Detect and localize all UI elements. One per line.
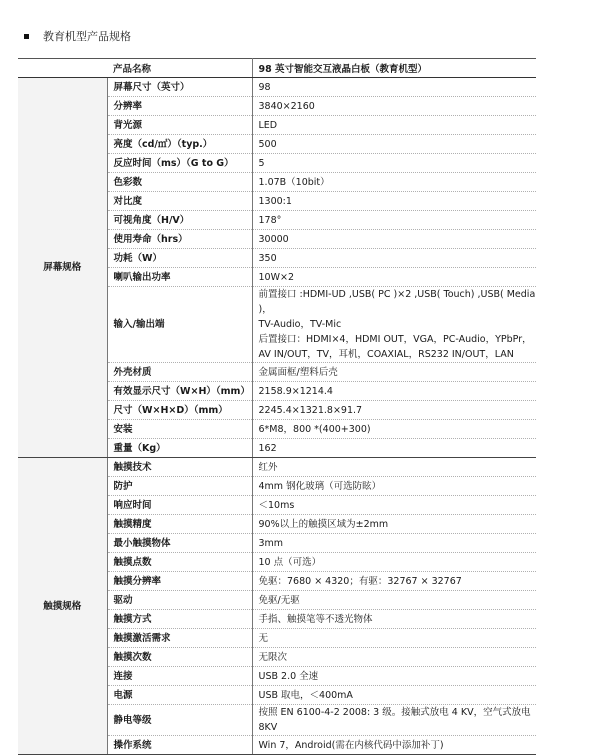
spec-name: 喇叭输出功率: [107, 268, 252, 287]
spec-name: 触摸分辨率: [107, 572, 252, 591]
spec-value: LED: [252, 116, 536, 135]
spec-name: 电源: [107, 686, 252, 705]
table-row: [18, 458, 536, 477]
spec-value: 162: [252, 439, 536, 458]
spec-value-line: 后置接口：HDMI×4，HDMI OUT，VGA，PC-Audio，YPbPr，: [258, 334, 532, 345]
section-heading: [24, 28, 131, 44]
spec-name: 屏幕尺寸（英寸）: [107, 78, 252, 97]
spec-name: 连接: [107, 667, 252, 686]
spec-value-line: 前置接口 :HDMI-UD ,USB( PC )×2 ,USB( Touch) ,USB( Media )，: [258, 289, 536, 315]
spec-name: 最小触摸物体: [107, 534, 252, 553]
spec-value: 无: [252, 629, 536, 648]
spec-value: 10 点（可选）: [252, 553, 536, 572]
spec-value: 免驱：7680 × 4320；有驱：32767 × 32767: [252, 572, 536, 591]
spec-value: USB 取电，＜400mA: [252, 686, 536, 705]
spec-value: 3mm: [252, 534, 536, 553]
spec-value: 红外: [252, 458, 536, 477]
spec-name: 使用寿命（hrs）: [107, 230, 252, 249]
spec-name: 功耗（W）: [107, 249, 252, 268]
spec-value: 无限次: [252, 648, 536, 667]
table-header-row: [18, 59, 536, 78]
spec-value: 178°: [252, 211, 536, 230]
spec-name: 触摸精度: [107, 515, 252, 534]
spec-name: 触摸方式: [107, 610, 252, 629]
spec-value: 98: [252, 78, 536, 97]
spec-value-line: AV IN/OUT，TV，耳机，COAXIAL，RS232 IN/OUT，LAN: [258, 349, 514, 360]
spec-name: 触摸次数: [107, 648, 252, 667]
spec-value: 按照 EN 6100-4-2 2008: 3 级。接触式放电 4 KV，空气式放电 8KV: [252, 705, 536, 736]
spec-name: 响应时间: [107, 496, 252, 515]
spec-name: 分辨率: [107, 97, 252, 116]
header-product-name: 产品名称: [107, 59, 252, 78]
spec-name: 色彩数: [107, 173, 252, 192]
header-product-model: 98 英寸智能交互液晶白板（教育机型）: [252, 59, 536, 78]
spec-value: 金属面框/塑料后壳: [252, 363, 536, 382]
spec-value: 1.07B（10bit）: [252, 173, 536, 192]
spec-value: 6*M8，800 *(400+300): [252, 420, 536, 439]
spec-name: 反应时间（ms）（G to G）: [107, 154, 252, 173]
spec-value: 30000: [252, 230, 536, 249]
spec-name: 有效显示尺寸（W×H）（mm）: [107, 382, 252, 401]
spec-name: 输入/输出端: [107, 287, 252, 363]
spec-name: 触摸激活需求: [107, 629, 252, 648]
spec-name: 触摸技术: [107, 458, 252, 477]
spec-value: Win 7，Android(需在内核代码中添加补丁): [252, 736, 536, 755]
screen-spec-section: [18, 78, 536, 458]
spec-name: 防护: [107, 477, 252, 496]
spec-value: 2245.4×1321.8×91.7: [252, 401, 536, 420]
spec-value: 10W×2: [252, 268, 536, 287]
spec-name: 尺寸（W×H×D）（mm）: [107, 401, 252, 420]
spec-name: 触摸点数: [107, 553, 252, 572]
spec-name: 安装: [107, 420, 252, 439]
spec-value: 1300:1: [252, 192, 536, 211]
group-label: 触摸规格: [18, 458, 107, 755]
spec-value: 3840×2160: [252, 97, 536, 116]
spec-name: 操作系统: [107, 736, 252, 755]
touch-spec-section: [18, 458, 536, 755]
table-row: [18, 78, 536, 97]
spec-name: 重量（Kg）: [107, 439, 252, 458]
spec-value: 手指、触摸笔等不透光物体: [252, 610, 536, 629]
group-label: 屏幕规格: [18, 78, 107, 458]
spec-table: [18, 58, 536, 755]
spec-value: 4mm 钢化玻璃（可选防眩）: [252, 477, 536, 496]
spec-value: [252, 287, 536, 363]
spec-value-line: TV-Audio，TV-Mic: [258, 319, 342, 330]
spec-value: ＜10ms: [252, 496, 536, 515]
spec-name: 驱动: [107, 591, 252, 610]
spec-value: 500: [252, 135, 536, 154]
spec-value: 2158.9×1214.4: [252, 382, 536, 401]
spec-value: 350: [252, 249, 536, 268]
bullet-square-icon: [24, 34, 29, 39]
spec-name: 可视角度（H/V）: [107, 211, 252, 230]
spec-name: 背光源: [107, 116, 252, 135]
section-title: 教育机型产品规格: [43, 30, 131, 43]
header-blank: [18, 59, 107, 78]
spec-name: 亮度（cd/㎡）（typ.）: [107, 135, 252, 154]
spec-name: 静电等级: [107, 705, 252, 736]
spec-value: 免驱/无驱: [252, 591, 536, 610]
spec-value: 5: [252, 154, 536, 173]
spec-value: USB 2.0 全速: [252, 667, 536, 686]
spec-name: 对比度: [107, 192, 252, 211]
spec-name: 外壳材质: [107, 363, 252, 382]
spec-value: 90%以上的触摸区域为±2mm: [252, 515, 536, 534]
